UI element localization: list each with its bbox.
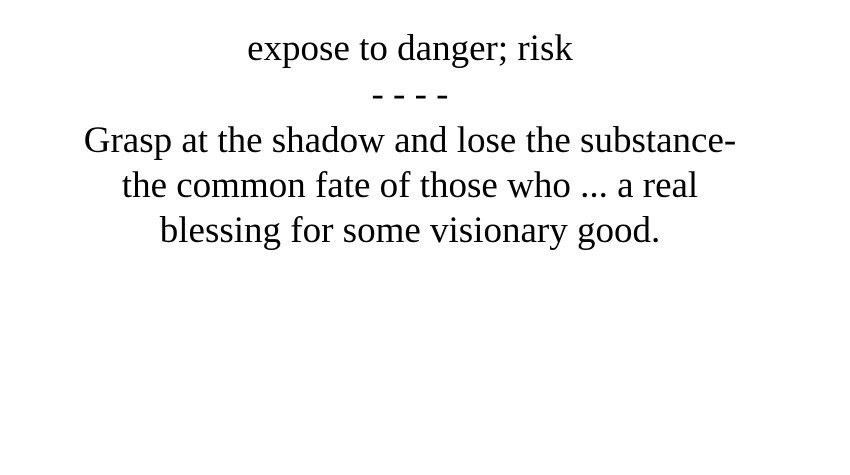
term-heading: expose to danger; risk [247, 28, 573, 69]
definition-text [0, 118, 820, 253]
definition-line: Grasp at the shadow and lose the substance- [83, 120, 737, 161]
divider: - - - - [371, 74, 449, 115]
definition-line: the common fate of those who ... a real [121, 165, 699, 206]
definition-line: blessing for some visionary good. [159, 210, 661, 251]
